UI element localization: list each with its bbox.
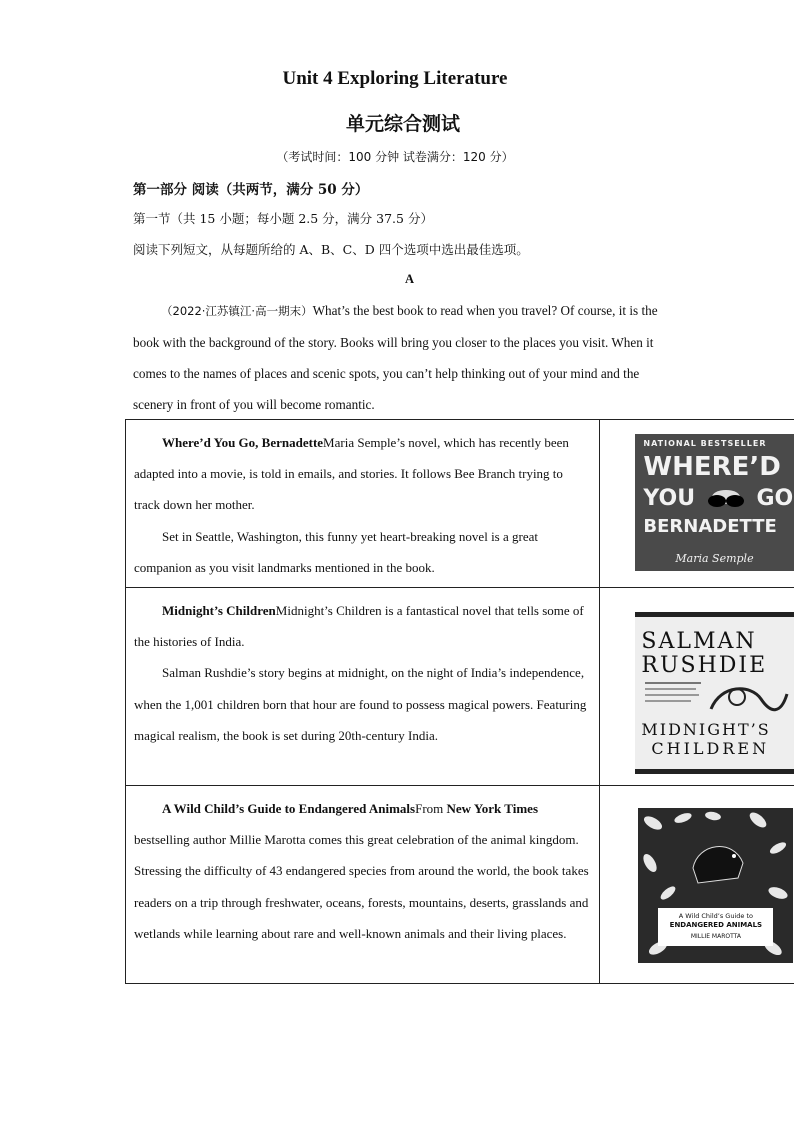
cover-text: MIDNIGHT’S — [641, 720, 771, 739]
cover-text: SALMAN — [641, 629, 757, 654]
book-text: Midnight’s Children is a fantastical novel that tells some of the histories of India. — [134, 603, 584, 650]
cover-text: RUSHDIE — [641, 653, 768, 678]
cover-text: ENDANGERED ANIMALS — [669, 921, 763, 929]
sunglasses-icon — [703, 489, 749, 509]
cover-text: GO — [756, 486, 794, 511]
book-text: bestselling author Millie Marotta comes this great celebration of the animal kingdom. Stressing the difficulty of 43 endangered species from around the world, the book takes readers on a trip through freshwater, oceans, forests, mountains, deserts, grasslands and wetlands while learning about rare and well-known animals and their living places. — [134, 832, 589, 941]
book-text: Set in Seattle, Washington, this funny yet heart-breaking novel is a great companion as you visit landmarks mentioned in the book. — [134, 528, 538, 575]
snake-illustration-icon — [641, 679, 791, 719]
cover-text: BERNADETTE — [643, 516, 777, 537]
book-description — [126, 786, 600, 984]
book-text: Maria Semple’s novel, which has recently been adapted into a movie, is told in emails, and stories. It follows Bee Branch trying to track down her mother. — [134, 435, 569, 513]
book-cover-cell — [600, 786, 794, 984]
book-description — [126, 588, 600, 786]
part-heading: 第一部分 阅读（共两节，满分 50 分） — [133, 182, 369, 198]
cover-text: A Wild Child’s Guide to — [678, 912, 753, 920]
intro-text: What’s the best book to read when you travel? Of course, it is the book with the background of the story. Books will bring you closer to the places you visit. When it comes to the names of places and scenic spots, you can’t help thinking out of your mind and the scenery in front of you will become romantic. — [133, 303, 658, 412]
table-row — [126, 420, 794, 588]
book-cover-cell — [600, 588, 794, 786]
cover-text: YOU — [643, 486, 696, 511]
subsection-heading: 第一节（共 15 小题；每小题 2.5 分，满分 37.5 分） — [133, 211, 433, 226]
cover-text: NATIONAL BESTSELLER — [643, 439, 767, 448]
passage-label: A — [405, 272, 415, 286]
book-cover-image — [638, 808, 793, 963]
instructions: 阅读下列短文，从每题所给的 A、B、C、D 四个选项中选出最佳选项。 — [133, 242, 529, 257]
book-title: A Wild Child’s Guide to Endangered Animals — [162, 801, 416, 816]
exam-info: （考试时间：100 分钟 试卷满分：120 分） — [276, 150, 514, 164]
test-subtitle: 单元综合测试 — [345, 113, 460, 135]
book-table — [125, 419, 794, 984]
book-title: Midnight’s Children — [162, 603, 276, 618]
book-cover-cell — [600, 420, 794, 588]
intro-paragraph — [133, 295, 673, 420]
intro-source: （2022·江苏镇江·高一期末） — [161, 304, 313, 318]
table-row — [126, 588, 794, 786]
book-cover-image — [635, 612, 794, 774]
book-text: From — [415, 801, 447, 816]
book-title: Where’d You Go, Bernadette — [162, 435, 324, 450]
book-description — [126, 420, 600, 588]
cover-text: Maria Semple — [675, 552, 754, 565]
table-row — [126, 786, 794, 984]
book-text: New York Times — [446, 801, 538, 816]
cover-text: WHERE’D — [643, 452, 781, 482]
cover-text: CHILDREN — [651, 739, 770, 758]
book-cover-image — [635, 434, 794, 571]
cover-text: MILLIE MAROTTA — [690, 933, 741, 940]
unit-title: Unit 4 Exploring Literature — [282, 68, 508, 89]
book-text: Salman Rushdie’s story begins at midnight, on the night of India’s independence, when the 1,001 children born that hour are found to possess magical powers. Featuring magical realism, the book is set during 20th-century India. — [134, 665, 587, 743]
